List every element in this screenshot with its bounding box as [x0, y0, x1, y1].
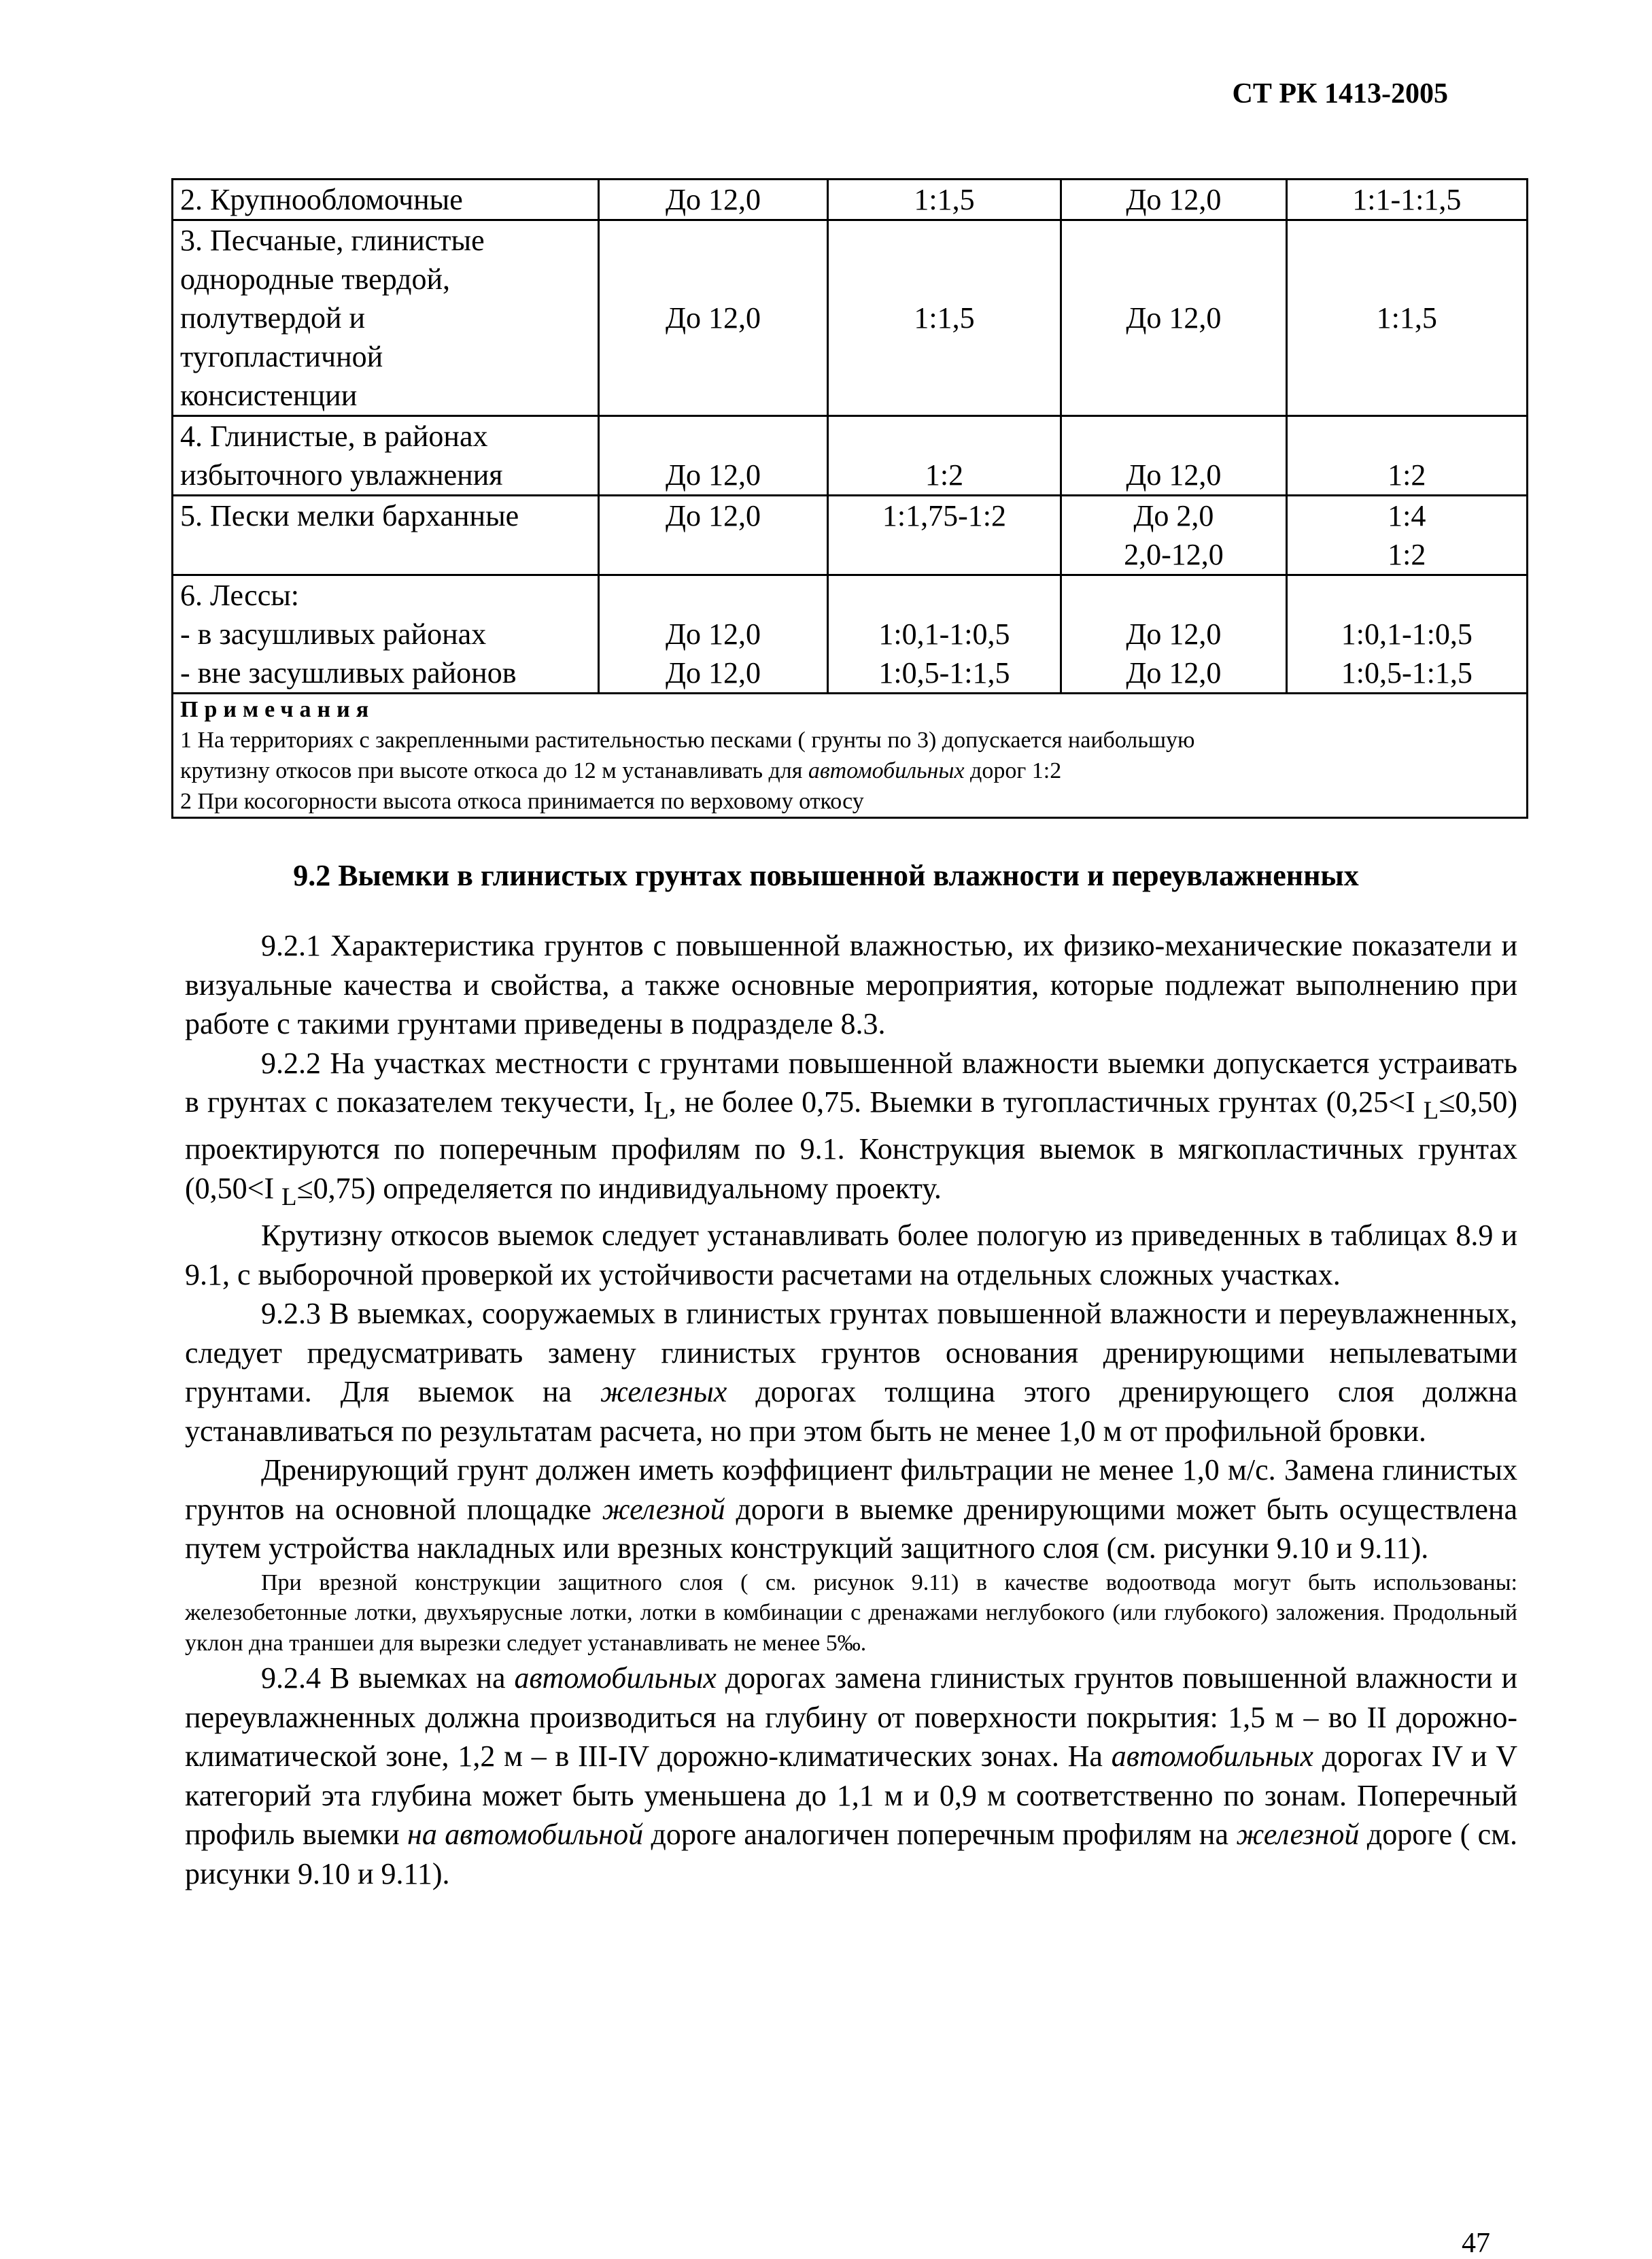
- text-run: , не более 0,75. Выемки в тугопластичных грунтах (0,25<I: [668, 1085, 1424, 1119]
- section-title: 9.2 Выемки в глинистых грунтах повышенной влажности и переувлажненных: [293, 859, 1359, 892]
- note-1-line-2: [180, 755, 1519, 786]
- soil-type-cell: [173, 496, 599, 575]
- paragraph-drainage: [185, 1450, 1517, 1568]
- slope-cell: 1:1,5: [1286, 220, 1527, 416]
- text-run: дорогах толщина этого дренирующего слоя должна устанавливаться по результатам расчета, но при этом быть не менее 1,0 м от профильной бровки.: [185, 1375, 1517, 1448]
- table-row: [173, 416, 1528, 496]
- height-value: До 12,0: [1126, 617, 1222, 651]
- body-text: [185, 926, 1517, 1893]
- slope-cell: 1:2: [1286, 416, 1527, 496]
- slope-table: [171, 178, 1528, 819]
- slope-cell: 1:1-1:1,5: [1286, 180, 1527, 220]
- subscript: L: [1423, 1095, 1439, 1124]
- height-value: До 12,0: [666, 617, 761, 651]
- soil-type-text: однородные твердой,: [180, 262, 451, 296]
- table-row: [173, 180, 1528, 220]
- height-cell: До 12,0: [1061, 416, 1286, 496]
- soil-type-cell: [173, 575, 599, 694]
- height-value: До 2,0: [1133, 499, 1214, 532]
- slope-value: 1:0,1-1:0,5: [878, 617, 1010, 651]
- text-run: 9.2.3 В выемках, сооружаемых в глинистых грунтах повышенной влажности и переувлажненных, следует предусматривать замену глинистых грунтов основания дренирующими непылеватыми грунтами. Для выемок на: [185, 1297, 1517, 1409]
- paragraph-slopes: Крутизну откосов выемок следует устанавливать более пологую из приведенных в таблицах 8.9 и 9.1, с выборочной проверкой их устойчивости расчетами на отдельных сложных участках.: [185, 1219, 1517, 1291]
- soil-type-cell: [173, 220, 599, 416]
- text-run: Дренирующий грунт должен иметь коэффициент фильтрации не менее 1,0 м/с. Замена глинистых грунтов на основной площадке: [185, 1453, 1517, 1526]
- slope-cell: [827, 575, 1061, 694]
- height-cell: До 12,0: [599, 496, 827, 575]
- slope-cell: 1:1,5: [827, 180, 1061, 220]
- text-run: дорогах замена глинистых грунтов повышенной влажности и переувлажненных должна производиться на глубину от поверхности покрытия: 1,5 м – во II дорожно-климатической зоне, 1,2 м – в III-IV дорожно-климатических зонах. На: [185, 1661, 1517, 1773]
- slope-cell: 1:2: [827, 416, 1061, 496]
- height-cell: До 12,0: [599, 220, 827, 416]
- text-run: ≤0,75) определяется по индивидуальному проекту.: [296, 1171, 942, 1205]
- paragraph-9-2-3: [185, 1294, 1517, 1450]
- soil-type-text: консистенции: [180, 379, 358, 412]
- paragraph-9-2-1: 9.2.1 Характеристика грунтов с повышенной влажностью, их физико-механические показатели и визуальные качества и свойства, а также основные мероприятия, которые подлежат выполнению при работе с такими грунтами приведены в подразделе 8.3.: [185, 929, 1517, 1040]
- note-text: дорог 1:2: [964, 758, 1062, 783]
- slope-value: 1:0,5-1:1,5: [1341, 656, 1473, 690]
- soil-type-text: - в засушливых районах: [180, 617, 487, 651]
- paragraph-9-2-4: [185, 1659, 1517, 1893]
- italic-text: автомобильных: [514, 1661, 717, 1695]
- italic-text: железной: [602, 1492, 725, 1526]
- note-2: 2 При косогорности высота откоса принимается по верховому откосу: [180, 789, 864, 814]
- soil-type-cell: [173, 180, 599, 220]
- table-notes-row: [173, 694, 1528, 818]
- table-row: [173, 220, 1528, 416]
- slope-value: 1:4: [1388, 499, 1426, 532]
- italic-text: железных: [600, 1375, 727, 1409]
- height-cell: [1061, 575, 1286, 694]
- slope-value: 1:2: [1388, 538, 1426, 571]
- text-run: дороги в выемке дренирующими может быть осуществлена путем устройства накладных или врезных конструкций защитного слоя (см. рисунки 9.10 и 9.11).: [185, 1492, 1517, 1565]
- height-cell: До 12,0: [599, 180, 827, 220]
- notes-title: Примечания: [180, 697, 375, 722]
- soil-type-text: 6. Лессы:: [180, 579, 300, 612]
- note-text: крутизну откосов при высоте откоса до 12 м устанавливать для: [180, 758, 808, 783]
- table-row: [173, 575, 1528, 694]
- height-value: До 12,0: [1126, 656, 1222, 690]
- slope-cell: 1:1,75-1:2: [827, 496, 1061, 575]
- text-run: дороге ( см. рисунки 9.10 и 9.11).: [185, 1818, 1517, 1890]
- height-value: До 12,0: [666, 656, 761, 690]
- soil-type-cell: [173, 416, 599, 496]
- height-cell: До 12,0: [599, 416, 827, 496]
- soil-type-text: тугопластичной: [180, 340, 383, 373]
- page-number: 47: [1462, 2228, 1490, 2259]
- slope-cell: 1:1,5: [827, 220, 1061, 416]
- note-1-line-1: 1 На территориях с закрепленными растительностью песками ( грунты по 3) допускается наибольшую: [180, 728, 1195, 753]
- slope-value: 1:0,5-1:1,5: [878, 656, 1010, 690]
- soil-type-text: 3. Песчаные, глинистые: [180, 224, 485, 257]
- height-cell: До 12,0: [1061, 180, 1286, 220]
- italic-text: на автомобильной: [407, 1818, 644, 1852]
- soil-type-text: - вне засушливых районов: [180, 656, 517, 690]
- note-italic-text: автомобильных: [808, 758, 965, 783]
- paragraph-small-note: При врезной конструкции защитного слоя ( см. рисунок 9.11) в качестве водоотвода могут быть использованы: железобетонные лотки, двухъярусные лотки, лотки в комбинации с дренажами неглубокого (или глубокого) заложения. Продольный уклон дна траншеи для вырезки следует устанавливать не менее 5‰.: [185, 1569, 1517, 1656]
- paragraph-9-2-2: [185, 1044, 1517, 1217]
- italic-text: автомобильных: [1111, 1739, 1313, 1773]
- subscript: L: [281, 1182, 297, 1210]
- text-run: 9.2.2 На участках местности с грунтами повышенной влажности выемки допускается устраивать в грунтах с показателем текучести, I: [185, 1046, 1517, 1119]
- slope-value: 1:0,1-1:0,5: [1341, 617, 1473, 651]
- soil-type-text: избыточного увлажнения: [180, 458, 503, 492]
- document-code: СТ РК 1413-2005: [1232, 78, 1448, 109]
- text-run: ≤0,50) проектируются по поперечным профилям по 9.1. Конструкция выемок в мягкопластичных грунтах (0,50<I: [185, 1085, 1517, 1205]
- soil-type-text: 4. Глинистые, в районах: [180, 420, 488, 453]
- italic-text: железной: [1236, 1818, 1360, 1852]
- slope-cell: [1286, 575, 1527, 694]
- slope-cell: [1286, 496, 1527, 575]
- table-row: [173, 496, 1528, 575]
- text-run: дороге аналогичен поперечным профилям на: [643, 1818, 1237, 1852]
- soil-type-text: 2. Крупнообломочные: [180, 183, 463, 216]
- table-notes: [173, 694, 1528, 818]
- subscript: L: [653, 1095, 669, 1124]
- height-cell: До 12,0: [1061, 220, 1286, 416]
- height-value: 2,0-12,0: [1124, 538, 1224, 571]
- height-cell: [1061, 496, 1286, 575]
- soil-type-text: полутвердой и: [180, 301, 366, 335]
- height-cell: [599, 575, 827, 694]
- soil-type-text: 5. Пески мелки барханные: [180, 499, 519, 532]
- text-run: 9.2.4 В выемках на: [261, 1661, 515, 1695]
- text-run: дорогах IV и V категорий эта глубина может быть уменьшена до 1,1 м и 0,9 м соответственно по зонам. Поперечный профиль выемки: [185, 1739, 1517, 1852]
